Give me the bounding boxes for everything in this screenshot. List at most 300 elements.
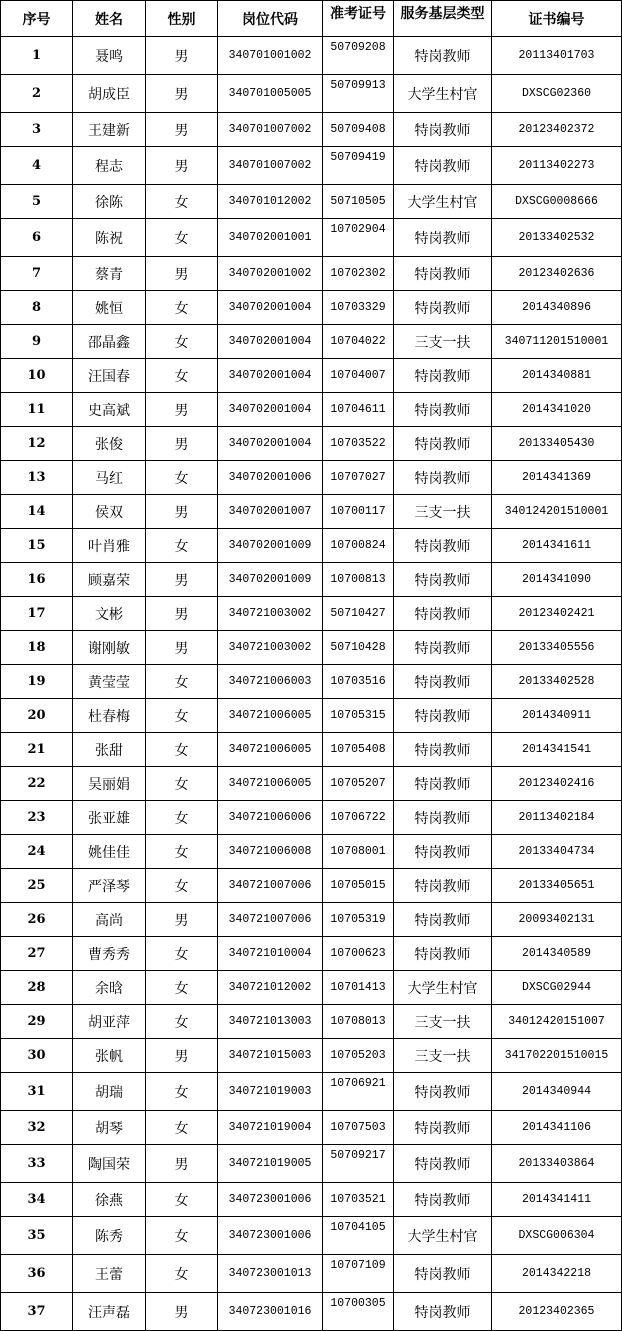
row-post-code: 340721019004 [218,1111,323,1145]
row-post-code: 340702001001 [218,219,323,257]
row-name: 胡成臣 [73,75,146,113]
row-gender: 男 [146,427,218,461]
row-name: 马红 [73,461,146,495]
row-post-code: 340721019003 [218,1073,323,1111]
table-row [1,75,622,113]
row-service-type: 特岗教师 [394,427,492,461]
row-no: 36 [1,1255,73,1293]
row-post-code: 340702001009 [218,529,323,563]
row-ticket: 10705207 [323,767,394,801]
table-row [1,733,622,767]
row-cert: 20113402184 [492,801,622,835]
row-post-code: 340721007006 [218,903,323,937]
row-name: 高尚 [73,903,146,937]
row-name: 王建新 [73,113,146,147]
row-name: 史高斌 [73,393,146,427]
row-cert: 2014341020 [492,393,622,427]
row-post-code: 340721006005 [218,767,323,801]
row-post-code: 340721019005 [218,1145,323,1183]
row-cert: 340124201510001 [492,495,622,529]
row-post-code: 340701005005 [218,75,323,113]
table-body [1,37,622,1331]
row-service-type: 三支一扶 [394,325,492,359]
row-no: 4 [1,147,73,185]
row-cert: 2014341106 [492,1111,622,1145]
row-service-type: 三支一扶 [394,1039,492,1073]
row-cert: 20133405430 [492,427,622,461]
row-name: 杜春梅 [73,699,146,733]
row-ticket: 10704007 [323,359,394,393]
row-cert: 34012420151007 [492,1005,622,1039]
row-service-type: 特岗教师 [394,37,492,75]
header-no: 序号 [1,1,73,37]
row-service-type: 特岗教师 [394,869,492,903]
row-name: 聂鸣 [73,37,146,75]
row-gender: 男 [146,597,218,631]
row-ticket: 10700305 [323,1293,394,1331]
table-row [1,1005,622,1039]
row-ticket: 10705315 [323,699,394,733]
row-no: 21 [1,733,73,767]
row-cert: DXSCG006304 [492,1217,622,1255]
row-post-code: 340721007006 [218,869,323,903]
table-row [1,219,622,257]
table-row [1,597,622,631]
table-row [1,495,622,529]
row-no: 33 [1,1145,73,1183]
row-post-code: 340721006005 [218,733,323,767]
row-cert: 20133405556 [492,631,622,665]
table-row [1,1255,622,1293]
table-row [1,1293,622,1331]
row-name: 张俊 [73,427,146,461]
row-no: 12 [1,427,73,461]
table-row [1,563,622,597]
row-no: 3 [1,113,73,147]
table-row [1,325,622,359]
row-name: 胡亚萍 [73,1005,146,1039]
table-row [1,113,622,147]
row-post-code: 340701007002 [218,147,323,185]
row-cert: 2014342218 [492,1255,622,1293]
row-gender: 男 [146,147,218,185]
row-ticket: 10700117 [323,495,394,529]
row-cert: 20133403864 [492,1145,622,1183]
row-ticket: 10708001 [323,835,394,869]
row-ticket: 10700813 [323,563,394,597]
row-ticket: 10703329 [323,291,394,325]
row-no: 28 [1,971,73,1005]
table-row [1,1183,622,1217]
row-gender: 女 [146,937,218,971]
row-gender: 女 [146,835,218,869]
row-ticket: 10707503 [323,1111,394,1145]
row-gender: 女 [146,219,218,257]
row-cert: 2014340589 [492,937,622,971]
row-service-type: 特岗教师 [394,393,492,427]
row-ticket: 50710428 [323,631,394,665]
row-no: 18 [1,631,73,665]
row-gender: 女 [146,699,218,733]
row-name: 吴丽娟 [73,767,146,801]
row-no: 20 [1,699,73,733]
row-service-type: 特岗教师 [394,1073,492,1111]
row-gender: 女 [146,1111,218,1145]
row-service-type: 大学生村官 [394,75,492,113]
row-cert: 2014341090 [492,563,622,597]
row-cert: 20093402131 [492,903,622,937]
row-gender: 男 [146,393,218,427]
row-service-type: 特岗教师 [394,359,492,393]
row-ticket: 10700824 [323,529,394,563]
row-cert: 2014341411 [492,1183,622,1217]
row-cert: 341702201510015 [492,1039,622,1073]
row-gender: 女 [146,291,218,325]
row-gender: 女 [146,1255,218,1293]
row-post-code: 340702001004 [218,291,323,325]
row-gender: 男 [146,1039,218,1073]
row-gender: 男 [146,75,218,113]
row-service-type: 特岗教师 [394,461,492,495]
row-service-type: 特岗教师 [394,219,492,257]
table-row [1,767,622,801]
row-ticket: 10706722 [323,801,394,835]
row-name: 严泽琴 [73,869,146,903]
row-no: 8 [1,291,73,325]
row-post-code: 340702001004 [218,427,323,461]
row-ticket: 50710505 [323,185,394,219]
row-name: 文彬 [73,597,146,631]
row-name: 汪国春 [73,359,146,393]
row-cert: 340711201510001 [492,325,622,359]
row-ticket: 50709208 [323,37,394,75]
row-post-code: 340702001009 [218,563,323,597]
row-service-type: 特岗教师 [394,1111,492,1145]
row-no: 22 [1,767,73,801]
table-row [1,699,622,733]
row-post-code: 340721012002 [218,971,323,1005]
row-gender: 男 [146,563,218,597]
table-row [1,427,622,461]
table-row [1,1217,622,1255]
row-no: 19 [1,665,73,699]
row-post-code: 340702001007 [218,495,323,529]
table-row [1,147,622,185]
row-cert: 20133404734 [492,835,622,869]
row-service-type: 特岗教师 [394,733,492,767]
row-ticket: 10705203 [323,1039,394,1073]
row-service-type: 特岗教师 [394,563,492,597]
row-ticket: 10706921 [323,1073,394,1111]
row-no: 24 [1,835,73,869]
row-post-code: 340702001004 [218,325,323,359]
table-row [1,291,622,325]
row-ticket: 10702302 [323,257,394,291]
row-name: 张亚雄 [73,801,146,835]
row-gender: 女 [146,801,218,835]
row-no: 2 [1,75,73,113]
row-service-type: 特岗教师 [394,903,492,937]
row-gender: 男 [146,1293,218,1331]
row-ticket: 10700623 [323,937,394,971]
row-ticket: 10703521 [323,1183,394,1217]
header-name: 姓名 [73,1,146,37]
row-post-code: 340721010004 [218,937,323,971]
header-cert: 证书编号 [492,1,622,37]
row-ticket: 10701413 [323,971,394,1005]
row-ticket: 10704611 [323,393,394,427]
row-ticket: 10705408 [323,733,394,767]
row-no: 7 [1,257,73,291]
row-cert: 2014341369 [492,461,622,495]
row-gender: 女 [146,971,218,1005]
row-gender: 女 [146,359,218,393]
row-post-code: 340723001013 [218,1255,323,1293]
row-no: 16 [1,563,73,597]
row-no: 35 [1,1217,73,1255]
row-name: 谢刚敏 [73,631,146,665]
table-row [1,971,622,1005]
row-name: 余晗 [73,971,146,1005]
row-no: 14 [1,495,73,529]
row-post-code: 340723001006 [218,1183,323,1217]
row-cert: 2014341611 [492,529,622,563]
row-service-type: 特岗教师 [394,1183,492,1217]
row-post-code: 340701001002 [218,37,323,75]
row-ticket: 50709408 [323,113,394,147]
row-post-code: 340721003002 [218,597,323,631]
row-cert: 20133405651 [492,869,622,903]
row-no: 26 [1,903,73,937]
row-service-type: 特岗教师 [394,767,492,801]
row-service-type: 特岗教师 [394,631,492,665]
row-post-code: 340701012002 [218,185,323,219]
header-ticket: 准考证号 [323,1,394,37]
row-ticket: 50709217 [323,1145,394,1183]
row-service-type: 特岗教师 [394,835,492,869]
row-name: 徐陈 [73,185,146,219]
row-service-type: 特岗教师 [394,665,492,699]
row-gender: 女 [146,529,218,563]
row-gender: 男 [146,495,218,529]
row-gender: 男 [146,1145,218,1183]
table-row [1,1111,622,1145]
row-cert: 2014340911 [492,699,622,733]
row-service-type: 特岗教师 [394,937,492,971]
row-gender: 男 [146,631,218,665]
row-cert: 2014341541 [492,733,622,767]
row-post-code: 340721006008 [218,835,323,869]
header-gender: 性别 [146,1,218,37]
row-name: 叶肖雅 [73,529,146,563]
table-row [1,393,622,427]
row-no: 29 [1,1005,73,1039]
row-service-type: 大学生村官 [394,185,492,219]
row-name: 姚恒 [73,291,146,325]
row-name: 王蕾 [73,1255,146,1293]
table-row [1,185,622,219]
row-gender: 男 [146,903,218,937]
row-gender: 女 [146,1073,218,1111]
table-row [1,631,622,665]
row-ticket: 10704022 [323,325,394,359]
table-row [1,665,622,699]
table-row [1,835,622,869]
table-row [1,529,622,563]
row-gender: 男 [146,257,218,291]
row-cert: 2014340944 [492,1073,622,1111]
table-row [1,257,622,291]
row-service-type: 三支一扶 [394,1005,492,1039]
row-name: 徐燕 [73,1183,146,1217]
row-post-code: 340702001004 [218,359,323,393]
row-ticket: 10708013 [323,1005,394,1039]
row-name: 曹秀秀 [73,937,146,971]
row-service-type: 大学生村官 [394,971,492,1005]
row-service-type: 特岗教师 [394,113,492,147]
row-no: 5 [1,185,73,219]
row-gender: 女 [146,1005,218,1039]
row-service-type: 大学生村官 [394,1217,492,1255]
row-service-type: 特岗教师 [394,597,492,631]
row-no: 17 [1,597,73,631]
row-name: 张帆 [73,1039,146,1073]
row-cert: 20113401703 [492,37,622,75]
row-cert: 20123402372 [492,113,622,147]
row-post-code: 340702001002 [218,257,323,291]
row-no: 9 [1,325,73,359]
row-cert: 2014340896 [492,291,622,325]
row-ticket: 10707109 [323,1255,394,1293]
row-cert: DXSCG02360 [492,75,622,113]
row-no: 11 [1,393,73,427]
row-name: 胡瑞 [73,1073,146,1111]
row-post-code: 340721006005 [218,699,323,733]
row-cert: DXSCG02944 [492,971,622,1005]
row-ticket: 10705015 [323,869,394,903]
row-name: 顾嘉荣 [73,563,146,597]
row-name: 蔡青 [73,257,146,291]
row-name: 胡琴 [73,1111,146,1145]
row-cert: 20113402273 [492,147,622,185]
row-name: 邵晶鑫 [73,325,146,359]
row-no: 27 [1,937,73,971]
row-post-code: 340723001006 [218,1217,323,1255]
row-cert: 20123402636 [492,257,622,291]
row-gender: 女 [146,1217,218,1255]
row-name: 黄莹莹 [73,665,146,699]
row-name: 陈秀 [73,1217,146,1255]
row-name: 姚佳佳 [73,835,146,869]
row-gender: 女 [146,665,218,699]
row-service-type: 特岗教师 [394,699,492,733]
table-row [1,37,622,75]
row-ticket: 10703522 [323,427,394,461]
row-post-code: 340702001004 [218,393,323,427]
row-ticket: 10705319 [323,903,394,937]
row-service-type: 特岗教师 [394,257,492,291]
row-ticket: 50709419 [323,147,394,185]
row-cert: 20123402365 [492,1293,622,1331]
row-gender: 男 [146,37,218,75]
row-no: 15 [1,529,73,563]
header-service-type: 服务基层类型 [394,1,492,37]
row-cert: 20133402532 [492,219,622,257]
row-cert: 20123402421 [492,597,622,631]
row-post-code: 340721003002 [218,631,323,665]
row-post-code: 340721006006 [218,801,323,835]
row-service-type: 特岗教师 [394,147,492,185]
row-post-code: 340701007002 [218,113,323,147]
row-no: 10 [1,359,73,393]
row-gender: 男 [146,113,218,147]
row-no: 30 [1,1039,73,1073]
row-name: 陶国荣 [73,1145,146,1183]
row-post-code: 340723001016 [218,1293,323,1331]
row-cert: 20123402416 [492,767,622,801]
row-service-type: 特岗教师 [394,1145,492,1183]
table-row [1,869,622,903]
row-service-type: 三支一扶 [394,495,492,529]
row-ticket: 50709913 [323,75,394,113]
header-row [1,1,622,37]
row-ticket: 10703516 [323,665,394,699]
row-ticket: 10707027 [323,461,394,495]
row-name: 张甜 [73,733,146,767]
row-name: 程志 [73,147,146,185]
table-row [1,801,622,835]
row-name: 汪声磊 [73,1293,146,1331]
table-row [1,1039,622,1073]
row-service-type: 特岗教师 [394,1255,492,1293]
row-service-type: 特岗教师 [394,291,492,325]
row-gender: 女 [146,733,218,767]
row-ticket: 10702904 [323,219,394,257]
table-row [1,903,622,937]
table-row [1,359,622,393]
row-gender: 女 [146,461,218,495]
row-service-type: 特岗教师 [394,1293,492,1331]
row-name: 陈祝 [73,219,146,257]
row-no: 34 [1,1183,73,1217]
row-post-code: 340721013003 [218,1005,323,1039]
row-ticket: 10704105 [323,1217,394,1255]
row-no: 25 [1,869,73,903]
row-service-type: 特岗教师 [394,529,492,563]
row-service-type: 特岗教师 [394,801,492,835]
row-cert: DXSCG0008666 [492,185,622,219]
row-cert: 20133402528 [492,665,622,699]
row-no: 31 [1,1073,73,1111]
table-row [1,461,622,495]
row-no: 1 [1,37,73,75]
table-row [1,937,622,971]
row-ticket: 50710427 [323,597,394,631]
row-gender: 女 [146,1183,218,1217]
row-gender: 女 [146,325,218,359]
table-row [1,1073,622,1111]
table-row [1,1145,622,1183]
row-gender: 女 [146,767,218,801]
row-cert: 2014340881 [492,359,622,393]
row-gender: 女 [146,185,218,219]
row-post-code: 340721015003 [218,1039,323,1073]
row-post-code: 340702001006 [218,461,323,495]
row-no: 23 [1,801,73,835]
row-gender: 女 [146,869,218,903]
row-name: 侯双 [73,495,146,529]
row-no: 13 [1,461,73,495]
